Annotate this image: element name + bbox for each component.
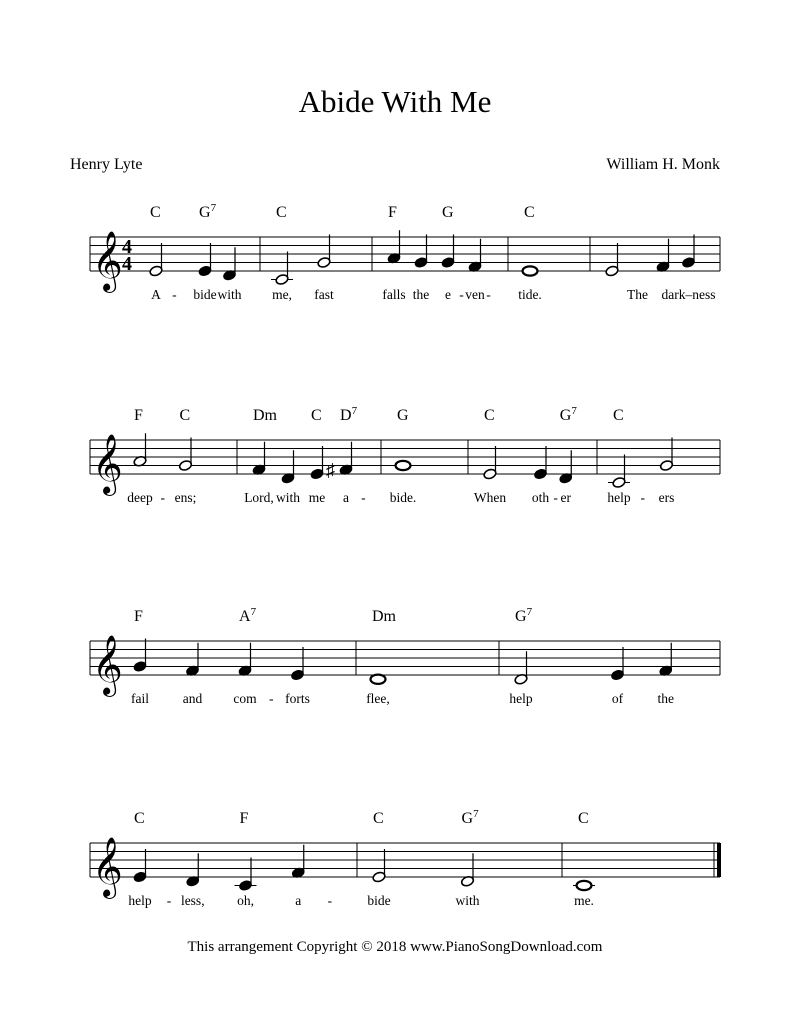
lyric-syllable: - [166,893,172,908]
note [235,858,257,892]
lyric-syllable: tide. [518,287,542,302]
chord-symbol: C [150,204,161,221]
chord-symbol: G [397,407,409,424]
lyric-syllable: and [182,691,203,706]
lyric-syllable: - [486,287,491,302]
lyric-syllable: help [128,893,152,908]
lyric-syllable: the [412,287,430,302]
chord-symbol: C [578,810,589,827]
lyric-syllable: a [295,893,302,908]
lyric-syllable: The [627,287,648,302]
note [605,243,619,277]
lyric-syllable: of [611,691,624,706]
lyric-syllable: ven [465,287,485,302]
lyric-syllable: - [459,287,464,302]
song-title: Abide With Me [298,84,492,119]
notehead [371,675,386,684]
lyric-syllable: ens; [174,490,197,505]
note [656,239,670,273]
lyric-syllable: - [172,287,177,302]
chord-symbol: C [311,407,322,424]
lyric-syllable: - [269,691,274,706]
note [310,446,324,480]
note [681,235,695,269]
notehead [523,266,538,275]
chord-symbol: C [484,407,495,424]
lyric-syllable: me [308,490,326,505]
staff-system [90,606,720,706]
treble-clef-icon: 𝄞 [92,637,123,694]
note [271,252,293,286]
note [414,235,428,269]
chord-symbol: $D^7$ [340,405,358,424]
composer-credit: William H. Monk [606,156,720,173]
lyricist-credit: Henry Lyte [70,156,143,173]
note [186,853,200,887]
lyric-syllable: help [509,691,533,706]
staff-system [90,405,720,505]
lyric-syllable: e [445,287,451,302]
chord-symbol: C [276,204,287,221]
chord-symbol: C [613,407,624,424]
lyric-syllable: with [275,490,301,505]
lyric-syllable: with [217,287,242,302]
time-signature-top: 4 [122,236,132,258]
note [133,639,147,673]
chord-symbol: F [134,407,143,424]
chord-symbol: C [373,810,384,827]
lyric-syllable: - [553,490,558,505]
note [185,643,199,677]
note [290,647,304,681]
lyric-syllable: help [607,490,631,505]
lyric-syllable: When [473,490,507,505]
note [659,438,673,472]
note [514,651,528,685]
note [441,235,455,269]
note [387,230,401,264]
chord-symbol: C [524,204,535,221]
chord-symbol: Dm [253,407,277,424]
chord-symbol: F [239,810,249,827]
chord-symbol: C [134,810,145,827]
chord-symbol: F [134,608,143,625]
chord-symbol: $G^7$ [461,808,479,827]
treble-clef-icon: 𝄞 [92,839,123,896]
note [198,243,212,277]
lyric-syllable: oth [531,490,550,505]
chord-symbol: $G^7$ [515,606,533,625]
note [610,647,624,681]
notehead [577,881,592,890]
note [371,675,386,684]
treble-clef-icon: 𝄞 [92,233,123,290]
sharp-accidental-icon: ♯ [326,459,335,480]
lyric-syllable: with [455,893,480,908]
note [238,643,252,677]
lyric-syllable: A [151,287,161,302]
note [133,433,147,467]
note [608,455,630,489]
lyric-syllable: fail [131,691,149,706]
lyric-syllable: er [560,490,571,505]
notehead [396,461,411,470]
lyric-syllable: Lord, [244,490,274,505]
staff-system [90,808,721,908]
lyric-syllable: - [640,490,645,505]
note [252,442,266,476]
note [468,239,482,273]
lyric-syllable: a [343,490,349,505]
lyric-syllable: the [657,691,674,706]
note [222,247,236,281]
chord-symbol: $G^7$ [199,202,217,221]
lyric-syllable: bide [193,287,217,302]
note [133,849,147,883]
treble-clef-icon: 𝄞 [92,436,123,493]
lyric-syllable: com [233,691,257,706]
note [483,446,497,480]
final-barline [717,843,721,877]
note [523,266,538,275]
note [149,243,163,277]
note [460,853,474,887]
lyric-syllable: bide. [389,490,417,505]
note [281,450,295,484]
lyric-syllable: bide [367,893,391,908]
lyric-syllable: me, [272,287,292,302]
staff-system [90,202,720,302]
lyric-syllable: - [327,893,333,908]
note [291,845,305,879]
lyric-syllable: falls [382,287,406,302]
lyric-syllable: - [160,490,165,505]
lyric-syllable: less, [180,893,205,908]
note [659,643,673,677]
lyric-syllable: forts [285,691,310,706]
copyright-footer: This arrangement Copyright © 2018 www.PianoSongDownload.com [187,939,603,955]
lyric-syllable: me. [574,893,594,908]
note [372,849,386,883]
lyric-syllable: - [361,490,366,505]
chord-symbol: C [179,407,191,424]
lyric-syllable: flee, [366,691,390,706]
chord-symbol: Dm [372,608,396,625]
lyric-syllable: dark–ness [661,287,716,302]
note [533,446,547,480]
note [559,450,573,484]
chord-symbol: G [442,204,454,221]
chord-symbol: $G^7$ [559,405,577,424]
lyric-syllable: oh, [237,893,254,908]
note [317,235,331,269]
lyric-syllable: fast [314,287,334,302]
note [178,438,192,472]
lyric-syllable: deep [127,490,153,505]
chord-symbol: $A^7$ [239,606,257,625]
lyric-syllable: ers [658,490,675,505]
note [396,461,411,470]
chord-symbol: F [388,204,397,221]
time-signature-bottom: 4 [122,253,132,275]
note [573,881,595,890]
